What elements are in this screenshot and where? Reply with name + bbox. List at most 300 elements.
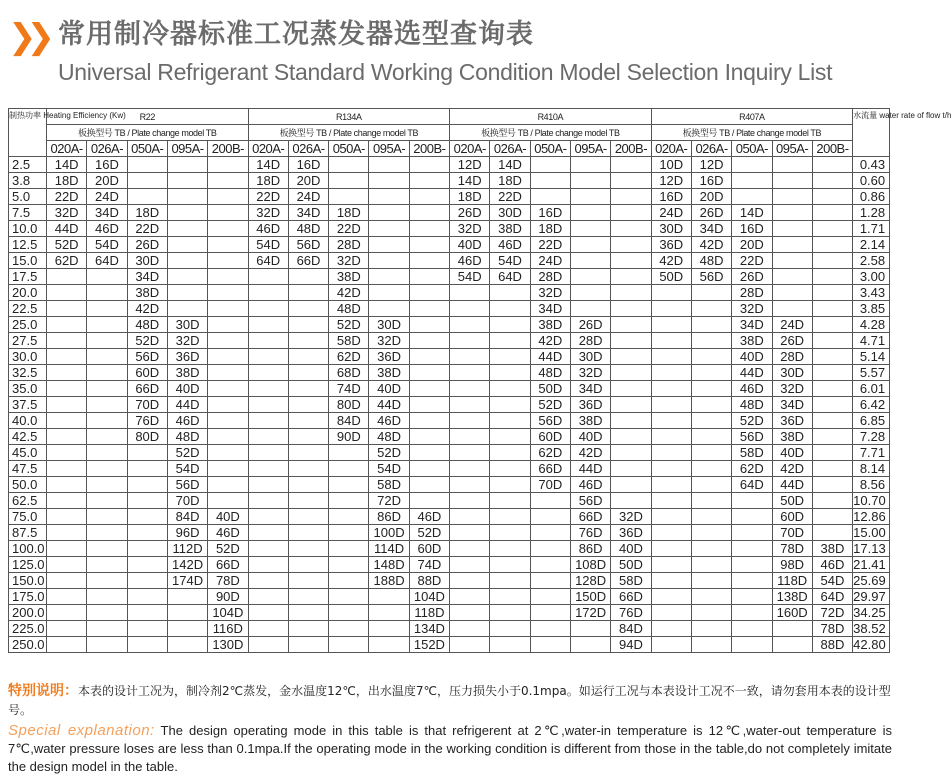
model-cell xyxy=(812,349,852,365)
model-cell xyxy=(490,397,530,413)
model-cell xyxy=(812,221,852,237)
model-cell xyxy=(288,589,328,605)
model-cell xyxy=(47,445,87,461)
model-cell xyxy=(248,509,288,525)
model-cell: 52D xyxy=(530,397,570,413)
model-cell xyxy=(127,557,167,573)
model-cell: 58D xyxy=(329,333,369,349)
plate-model-label: 板换型号 TB / Plate change model TB xyxy=(450,125,652,141)
model-cell xyxy=(329,477,369,493)
model-cell: 54D xyxy=(167,461,207,477)
model-cell: 58D xyxy=(369,477,409,493)
model-cell xyxy=(248,413,288,429)
table-row xyxy=(9,397,890,413)
model-cell: 34D xyxy=(87,205,127,221)
model-cell xyxy=(772,301,812,317)
model-cell xyxy=(87,525,127,541)
model-cell xyxy=(691,525,731,541)
model-cell: 84D xyxy=(329,413,369,429)
model-cell xyxy=(691,541,731,557)
water-rate-cell: 4.28 xyxy=(853,317,890,333)
model-cell xyxy=(490,461,530,477)
model-cell: 38D xyxy=(732,333,772,349)
model-cell: 70D xyxy=(772,525,812,541)
model-header: 095A- xyxy=(570,141,610,157)
model-cell xyxy=(87,637,127,653)
model-cell xyxy=(490,525,530,541)
model-cell xyxy=(409,317,449,333)
model-cell: 116D xyxy=(208,621,248,637)
model-cell xyxy=(208,493,248,509)
model-cell: 42D xyxy=(772,461,812,477)
model-cell xyxy=(288,605,328,621)
refrigerant-header-r410a: R410A xyxy=(450,109,652,125)
model-cell xyxy=(812,333,852,349)
water-rate-cell: 5.14 xyxy=(853,349,890,365)
model-cell xyxy=(651,557,691,573)
model-cell: 46D xyxy=(409,509,449,525)
model-cell: 54D xyxy=(812,573,852,589)
model-cell xyxy=(490,589,530,605)
model-cell xyxy=(691,605,731,621)
model-cell xyxy=(812,525,852,541)
model-cell xyxy=(691,477,731,493)
model-cell xyxy=(812,461,852,477)
model-cell: 20D xyxy=(691,189,731,205)
model-cell xyxy=(812,301,852,317)
model-cell xyxy=(208,157,248,173)
model-cell: 76D xyxy=(611,605,651,621)
model-cell xyxy=(288,477,328,493)
model-header: 020A- xyxy=(248,141,288,157)
model-cell: 40D xyxy=(450,237,490,253)
model-cell xyxy=(87,493,127,509)
model-cell xyxy=(288,397,328,413)
model-cell xyxy=(570,205,610,221)
model-cell xyxy=(691,509,731,525)
model-cell xyxy=(47,397,87,413)
model-cell xyxy=(329,189,369,205)
model-cell xyxy=(651,541,691,557)
model-cell xyxy=(450,621,490,637)
model-cell xyxy=(812,205,852,221)
model-cell: 70D xyxy=(530,477,570,493)
model-cell xyxy=(450,573,490,589)
model-cell: 16D xyxy=(651,189,691,205)
model-cell: 34D xyxy=(530,301,570,317)
model-cell xyxy=(450,637,490,653)
model-cell xyxy=(570,301,610,317)
capacity-cell: 12.5 xyxy=(9,237,47,253)
model-cell: 36D xyxy=(772,413,812,429)
model-cell: 38D xyxy=(127,285,167,301)
model-cell: 70D xyxy=(127,397,167,413)
model-cell: 38D xyxy=(812,541,852,557)
model-cell: 24D xyxy=(530,253,570,269)
model-cell xyxy=(812,429,852,445)
model-cell: 40D xyxy=(611,541,651,557)
model-cell: 32D xyxy=(329,253,369,269)
table-row xyxy=(9,429,890,445)
model-cell xyxy=(47,301,87,317)
model-cell xyxy=(450,333,490,349)
model-cell xyxy=(87,301,127,317)
model-cell xyxy=(651,285,691,301)
model-header: 050A- xyxy=(732,141,772,157)
model-cell: 34D xyxy=(691,221,731,237)
model-cell xyxy=(127,589,167,605)
capacity-cell: 3.8 xyxy=(9,173,47,189)
model-cell xyxy=(409,221,449,237)
model-cell xyxy=(208,269,248,285)
special-note-en xyxy=(8,722,892,776)
model-cell: 40D xyxy=(369,381,409,397)
model-cell xyxy=(288,493,328,509)
model-cell xyxy=(651,477,691,493)
double-chevron-icon: ❯❯ xyxy=(8,17,45,57)
model-cell xyxy=(651,365,691,381)
model-cell xyxy=(87,541,127,557)
model-cell xyxy=(208,205,248,221)
model-cell xyxy=(812,269,852,285)
model-cell xyxy=(369,189,409,205)
model-cell xyxy=(47,605,87,621)
model-cell xyxy=(490,301,530,317)
model-cell: 174D xyxy=(167,573,207,589)
model-cell xyxy=(288,621,328,637)
model-cell: 46D xyxy=(490,237,530,253)
model-cell xyxy=(167,637,207,653)
model-cell: 118D xyxy=(409,605,449,621)
model-cell xyxy=(490,605,530,621)
model-cell: 60D xyxy=(409,541,449,557)
model-cell xyxy=(490,333,530,349)
model-cell: 44D xyxy=(369,397,409,413)
model-cell xyxy=(409,253,449,269)
model-cell xyxy=(87,621,127,637)
model-cell xyxy=(651,573,691,589)
model-cell: 34D xyxy=(772,397,812,413)
table-row xyxy=(9,157,890,173)
model-cell: 32D xyxy=(611,509,651,525)
model-cell xyxy=(127,461,167,477)
model-cell xyxy=(248,301,288,317)
model-cell xyxy=(288,269,328,285)
model-cell: 84D xyxy=(611,621,651,637)
model-cell: 44D xyxy=(167,397,207,413)
model-cell xyxy=(611,317,651,333)
model-cell xyxy=(611,365,651,381)
model-cell xyxy=(208,365,248,381)
page-title-en: Universal Refrigerant Standard Working Condition Model Selection Inquiry List xyxy=(58,59,833,85)
model-cell: 74D xyxy=(409,557,449,573)
model-cell: 12D xyxy=(691,157,731,173)
model-cell: 138D xyxy=(772,589,812,605)
model-cell xyxy=(248,637,288,653)
model-cell xyxy=(288,413,328,429)
model-cell xyxy=(409,269,449,285)
model-cell xyxy=(127,541,167,557)
model-cell xyxy=(87,509,127,525)
model-cell: 70D xyxy=(167,493,207,509)
model-cell xyxy=(127,157,167,173)
model-cell: 22D xyxy=(530,237,570,253)
water-rate-cell: 15.00 xyxy=(853,525,890,541)
water-rate-cell: 1.71 xyxy=(853,221,890,237)
model-cell: 40D xyxy=(732,349,772,365)
model-cell: 100D xyxy=(369,525,409,541)
model-cell: 46D xyxy=(369,413,409,429)
capacity-cell: 40.0 xyxy=(9,413,47,429)
water-rate-cell: 21.41 xyxy=(853,557,890,573)
model-cell xyxy=(651,461,691,477)
model-cell xyxy=(248,397,288,413)
model-cell xyxy=(450,301,490,317)
model-cell xyxy=(651,509,691,525)
model-cell xyxy=(409,301,449,317)
model-cell xyxy=(530,173,570,189)
capacity-cell: 42.5 xyxy=(9,429,47,445)
model-cell xyxy=(772,285,812,301)
model-cell xyxy=(732,621,772,637)
model-cell xyxy=(450,509,490,525)
model-cell: 16D xyxy=(691,173,731,189)
model-cell: 46D xyxy=(208,525,248,541)
model-cell xyxy=(450,381,490,397)
model-cell: 42D xyxy=(691,237,731,253)
model-cell xyxy=(450,397,490,413)
model-cell xyxy=(490,285,530,301)
model-cell: 44D xyxy=(530,349,570,365)
model-cell xyxy=(611,269,651,285)
model-cell xyxy=(369,173,409,189)
model-cell xyxy=(772,205,812,221)
model-cell: 62D xyxy=(732,461,772,477)
model-cell xyxy=(691,445,731,461)
model-cell xyxy=(47,525,87,541)
model-cell: 36D xyxy=(167,349,207,365)
model-cell: 78D xyxy=(208,573,248,589)
model-cell xyxy=(369,301,409,317)
model-cell xyxy=(530,541,570,557)
model-cell xyxy=(167,253,207,269)
model-cell: 18D xyxy=(530,221,570,237)
model-cell xyxy=(570,269,610,285)
model-cell xyxy=(208,317,248,333)
table-row xyxy=(9,253,890,269)
model-cell xyxy=(691,285,731,301)
model-cell xyxy=(570,157,610,173)
model-cell: 50D xyxy=(772,493,812,509)
model-cell xyxy=(47,573,87,589)
model-cell xyxy=(167,605,207,621)
model-cell xyxy=(772,269,812,285)
table-row xyxy=(9,589,890,605)
model-cell: 112D xyxy=(167,541,207,557)
model-cell xyxy=(490,509,530,525)
special-note-en-label: Special explanation: xyxy=(8,722,155,739)
model-cell: 22D xyxy=(248,189,288,205)
model-cell: 26D xyxy=(450,205,490,221)
model-cell: 148D xyxy=(369,557,409,573)
model-cell xyxy=(772,173,812,189)
model-cell: 44D xyxy=(570,461,610,477)
model-cell: 52D xyxy=(127,333,167,349)
model-cell xyxy=(208,349,248,365)
model-cell xyxy=(691,365,731,381)
capacity-cell: 62.5 xyxy=(9,493,47,509)
model-cell: 42D xyxy=(530,333,570,349)
model-cell xyxy=(450,365,490,381)
model-cell: 34D xyxy=(732,317,772,333)
model-cell: 30D xyxy=(127,253,167,269)
model-cell xyxy=(47,541,87,557)
model-cell xyxy=(208,333,248,349)
model-header: 050A- xyxy=(530,141,570,157)
capacity-cell: 2.5 xyxy=(9,157,47,173)
capacity-cell: 125.0 xyxy=(9,557,47,573)
refrigerant-header-r407a: R407A xyxy=(651,109,853,125)
model-cell xyxy=(530,525,570,541)
model-cell: 152D xyxy=(409,637,449,653)
model-cell xyxy=(691,429,731,445)
water-rate-cell: 17.13 xyxy=(853,541,890,557)
model-cell xyxy=(248,269,288,285)
model-cell xyxy=(691,589,731,605)
model-cell xyxy=(450,317,490,333)
model-cell xyxy=(288,525,328,541)
water-rate-cell: 6.42 xyxy=(853,397,890,413)
model-cell xyxy=(208,477,248,493)
model-cell: 86D xyxy=(369,509,409,525)
model-cell xyxy=(691,461,731,477)
model-cell xyxy=(329,589,369,605)
model-cell: 66D xyxy=(127,381,167,397)
model-cell: 38D xyxy=(329,269,369,285)
model-cell: 66D xyxy=(530,461,570,477)
model-cell xyxy=(248,349,288,365)
model-cell: 36D xyxy=(651,237,691,253)
model-cell xyxy=(167,269,207,285)
model-cell: 64D xyxy=(732,477,772,493)
model-cell xyxy=(47,333,87,349)
model-header: 095A- xyxy=(369,141,409,157)
model-cell: 160D xyxy=(772,605,812,621)
model-cell xyxy=(812,317,852,333)
model-cell: 48D xyxy=(691,253,731,269)
model-cell xyxy=(167,157,207,173)
model-cell xyxy=(772,189,812,205)
model-cell xyxy=(409,173,449,189)
model-cell: 40D xyxy=(570,429,610,445)
model-cell: 108D xyxy=(570,557,610,573)
page-title-cn: 常用制冷器标准工况蒸发器选型查询表 xyxy=(58,19,534,50)
table-row xyxy=(9,621,890,637)
model-cell xyxy=(812,365,852,381)
refrigerant-header-r22: R22 xyxy=(47,109,249,125)
model-cell xyxy=(87,445,127,461)
model-cell: 134D xyxy=(409,621,449,637)
model-cell: 54D xyxy=(87,237,127,253)
model-cell xyxy=(369,157,409,173)
model-cell xyxy=(208,253,248,269)
table-row xyxy=(9,605,890,621)
model-cell xyxy=(450,349,490,365)
capacity-cell: 35.0 xyxy=(9,381,47,397)
model-cell: 32D xyxy=(732,301,772,317)
model-cell xyxy=(329,621,369,637)
model-header: 026A- xyxy=(87,141,127,157)
model-cell: 66D xyxy=(570,509,610,525)
model-cell xyxy=(530,189,570,205)
model-cell xyxy=(450,477,490,493)
model-header: 200B- xyxy=(409,141,449,157)
model-cell: 56D xyxy=(732,429,772,445)
model-cell xyxy=(47,365,87,381)
table-row xyxy=(9,349,890,365)
model-cell xyxy=(450,493,490,509)
model-cell xyxy=(248,317,288,333)
model-cell xyxy=(47,493,87,509)
model-cell xyxy=(208,285,248,301)
model-cell: 66D xyxy=(208,557,248,573)
capacity-cell: 15.0 xyxy=(9,253,47,269)
model-cell xyxy=(651,605,691,621)
model-cell: 20D xyxy=(87,173,127,189)
model-cell: 34D xyxy=(127,269,167,285)
model-cell xyxy=(611,205,651,221)
model-cell: 32D xyxy=(167,333,207,349)
capacity-cell: 250.0 xyxy=(9,637,47,653)
model-cell xyxy=(369,589,409,605)
model-cell: 48D xyxy=(329,301,369,317)
model-cell xyxy=(248,381,288,397)
capacity-cell: 32.5 xyxy=(9,365,47,381)
water-rate-cell: 0.43 xyxy=(853,157,890,173)
model-cell: 28D xyxy=(732,285,772,301)
water-rate-cell: 29.97 xyxy=(853,589,890,605)
model-cell xyxy=(127,445,167,461)
model-cell xyxy=(651,349,691,365)
model-cell xyxy=(47,509,87,525)
model-cell: 34D xyxy=(288,205,328,221)
plate-model-label: 板换型号 TB / Plate change model TB xyxy=(651,125,853,141)
model-cell xyxy=(409,429,449,445)
selection-table-body xyxy=(9,157,890,653)
table-row xyxy=(9,317,890,333)
model-cell xyxy=(288,509,328,525)
model-cell xyxy=(409,445,449,461)
model-cell: 64D xyxy=(87,253,127,269)
model-cell xyxy=(288,429,328,445)
model-cell xyxy=(611,237,651,253)
model-cell: 46D xyxy=(732,381,772,397)
capacity-cell: 27.5 xyxy=(9,333,47,349)
model-header: 026A- xyxy=(288,141,328,157)
model-cell xyxy=(329,557,369,573)
model-cell: 130D xyxy=(208,637,248,653)
model-cell xyxy=(611,493,651,509)
model-cell: 14D xyxy=(732,205,772,221)
model-cell xyxy=(87,269,127,285)
capacity-cell: 37.5 xyxy=(9,397,47,413)
model-cell xyxy=(87,589,127,605)
model-cell: 62D xyxy=(530,445,570,461)
model-cell xyxy=(570,637,610,653)
model-cell: 32D xyxy=(530,285,570,301)
model-cell: 18D xyxy=(450,189,490,205)
model-cell xyxy=(732,557,772,573)
